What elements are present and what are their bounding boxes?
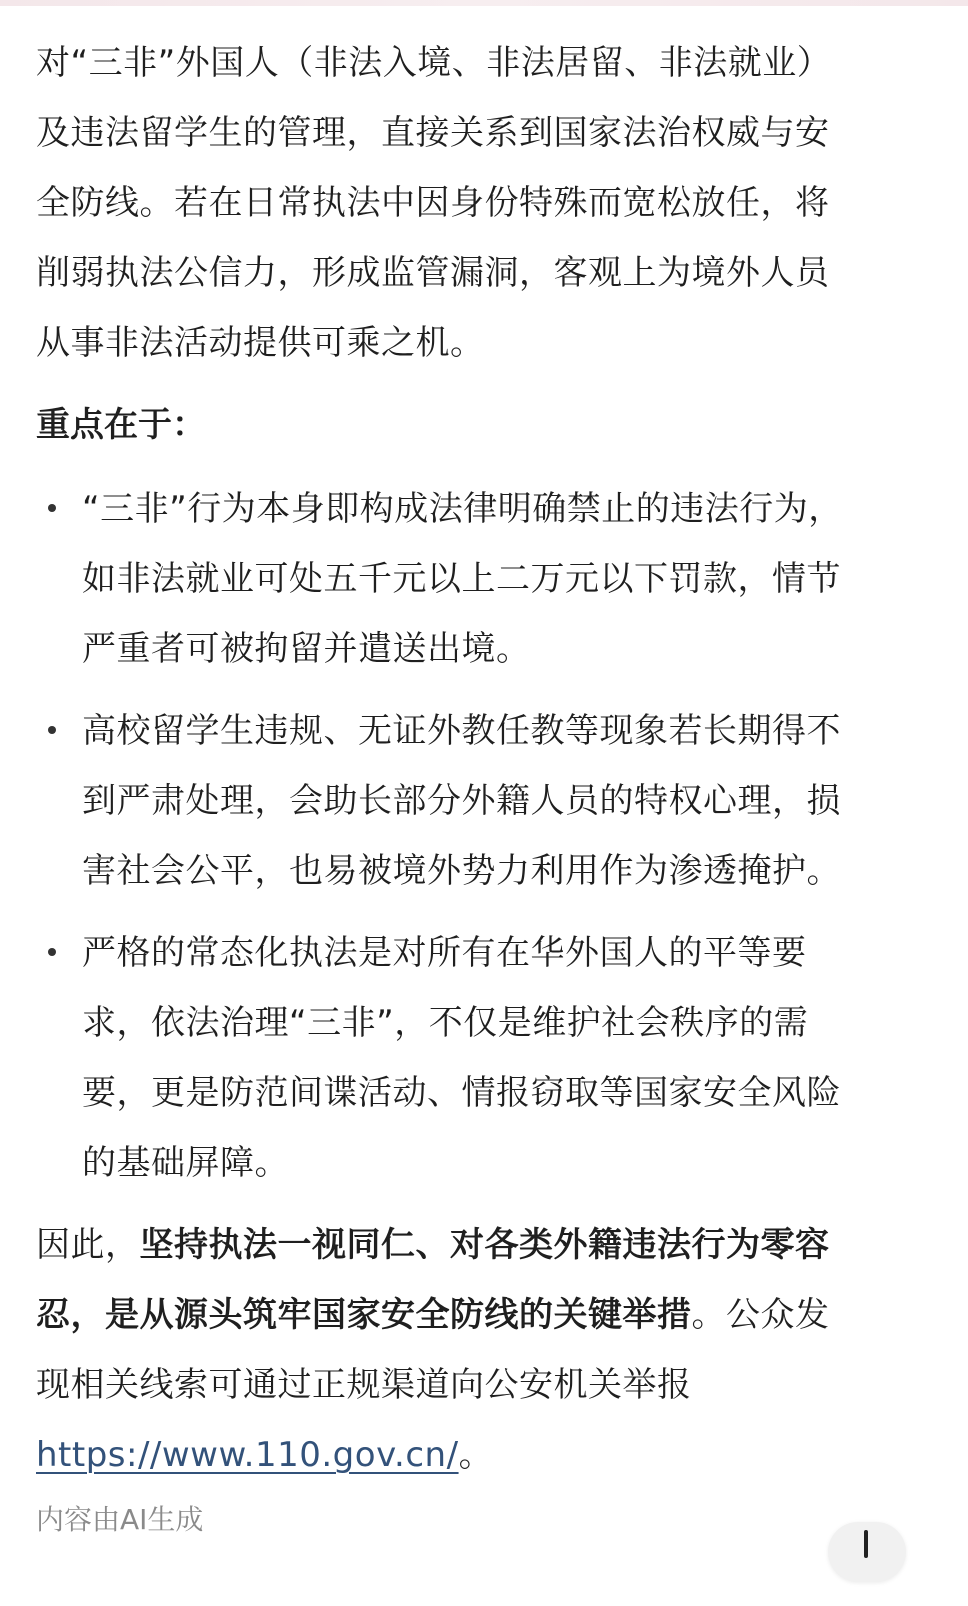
report-link[interactable]: https://www.110.gov.cn/: [36, 1435, 459, 1475]
list-item-line: 的基础屏障。: [82, 1143, 289, 1183]
list-item-line: 求，依法治理“三非”，不仅是维护社会秩序的需: [82, 1003, 809, 1043]
conclusion-paragraph: [36, 1210, 916, 1490]
list-item-line: 严格的常态化执法是对所有在华外国人的平等要: [82, 933, 807, 973]
list-item-text: [82, 918, 916, 1198]
list-item-line: 严重者可被拘留并遣送出境。: [82, 629, 531, 669]
conclusion-bold-line: 坚持执法一视同仁、对各类外籍违法行为零容: [139, 1225, 830, 1265]
conclusion-after-bold: 。公众发: [691, 1295, 830, 1335]
intro-line: 从事非法活动提供可乘之机。: [36, 323, 485, 363]
key-points-list: [36, 474, 916, 1198]
intro-line: 及违法留学生的管理，直接关系到国家法治权威与安: [36, 113, 830, 153]
text-cursor-icon: [864, 1530, 868, 1558]
ai-answer-content: [36, 28, 916, 1490]
list-item-line: 害社会公平，也易被境外势力利用作为渗透掩护。: [82, 851, 841, 891]
conclusion-prefix: 因此，: [36, 1225, 140, 1265]
bullet-dot-icon: [48, 948, 56, 956]
list-item: [36, 696, 916, 906]
intro-line: 对“三非”外国人（非法入境、非法居留、非法就业）: [36, 43, 832, 83]
bullet-dot-icon: [48, 726, 56, 734]
ai-generated-disclaimer: 内容由AI生成: [36, 1503, 204, 1536]
intro-line: 削弱执法公信力，形成监管漏洞，客观上为境外人员: [36, 253, 830, 293]
top-gradient-strip: [0, 0, 968, 6]
list-item-line: “三非”行为本身即构成法律明确禁止的违法行为，: [82, 489, 843, 529]
conclusion-line: 现相关线索可通过正规渠道向公安机关举报: [36, 1365, 692, 1405]
bullet-dot-icon: [48, 504, 56, 512]
intro-paragraph: [36, 28, 916, 378]
list-item-line: 要，更是防范间谍活动、情报窃取等国家安全风险: [82, 1073, 841, 1113]
list-item-line: 高校留学生违规、无证外教任教等现象若长期得不: [82, 711, 841, 751]
list-item-line: 到严肃处理，会助长部分外籍人员的特权心理，损: [82, 781, 841, 821]
key-points-heading: 重点在于：: [36, 405, 206, 445]
list-item-line: 如非法就业可处五千元以上二万元以下罚款，情节: [82, 559, 841, 599]
intro-line: 全防线。若在日常执法中因身份特殊而宽松放任，将: [36, 183, 830, 223]
conclusion-bold-line: 忍，是从源头筑牢国家安全防线的关键举措: [36, 1295, 692, 1335]
list-item: [36, 918, 916, 1198]
floating-action-button[interactable]: [828, 1522, 906, 1582]
conclusion-suffix: 。: [458, 1435, 494, 1475]
list-item-text: [82, 696, 916, 906]
list-item-text: [82, 474, 916, 684]
list-item: [36, 474, 916, 684]
